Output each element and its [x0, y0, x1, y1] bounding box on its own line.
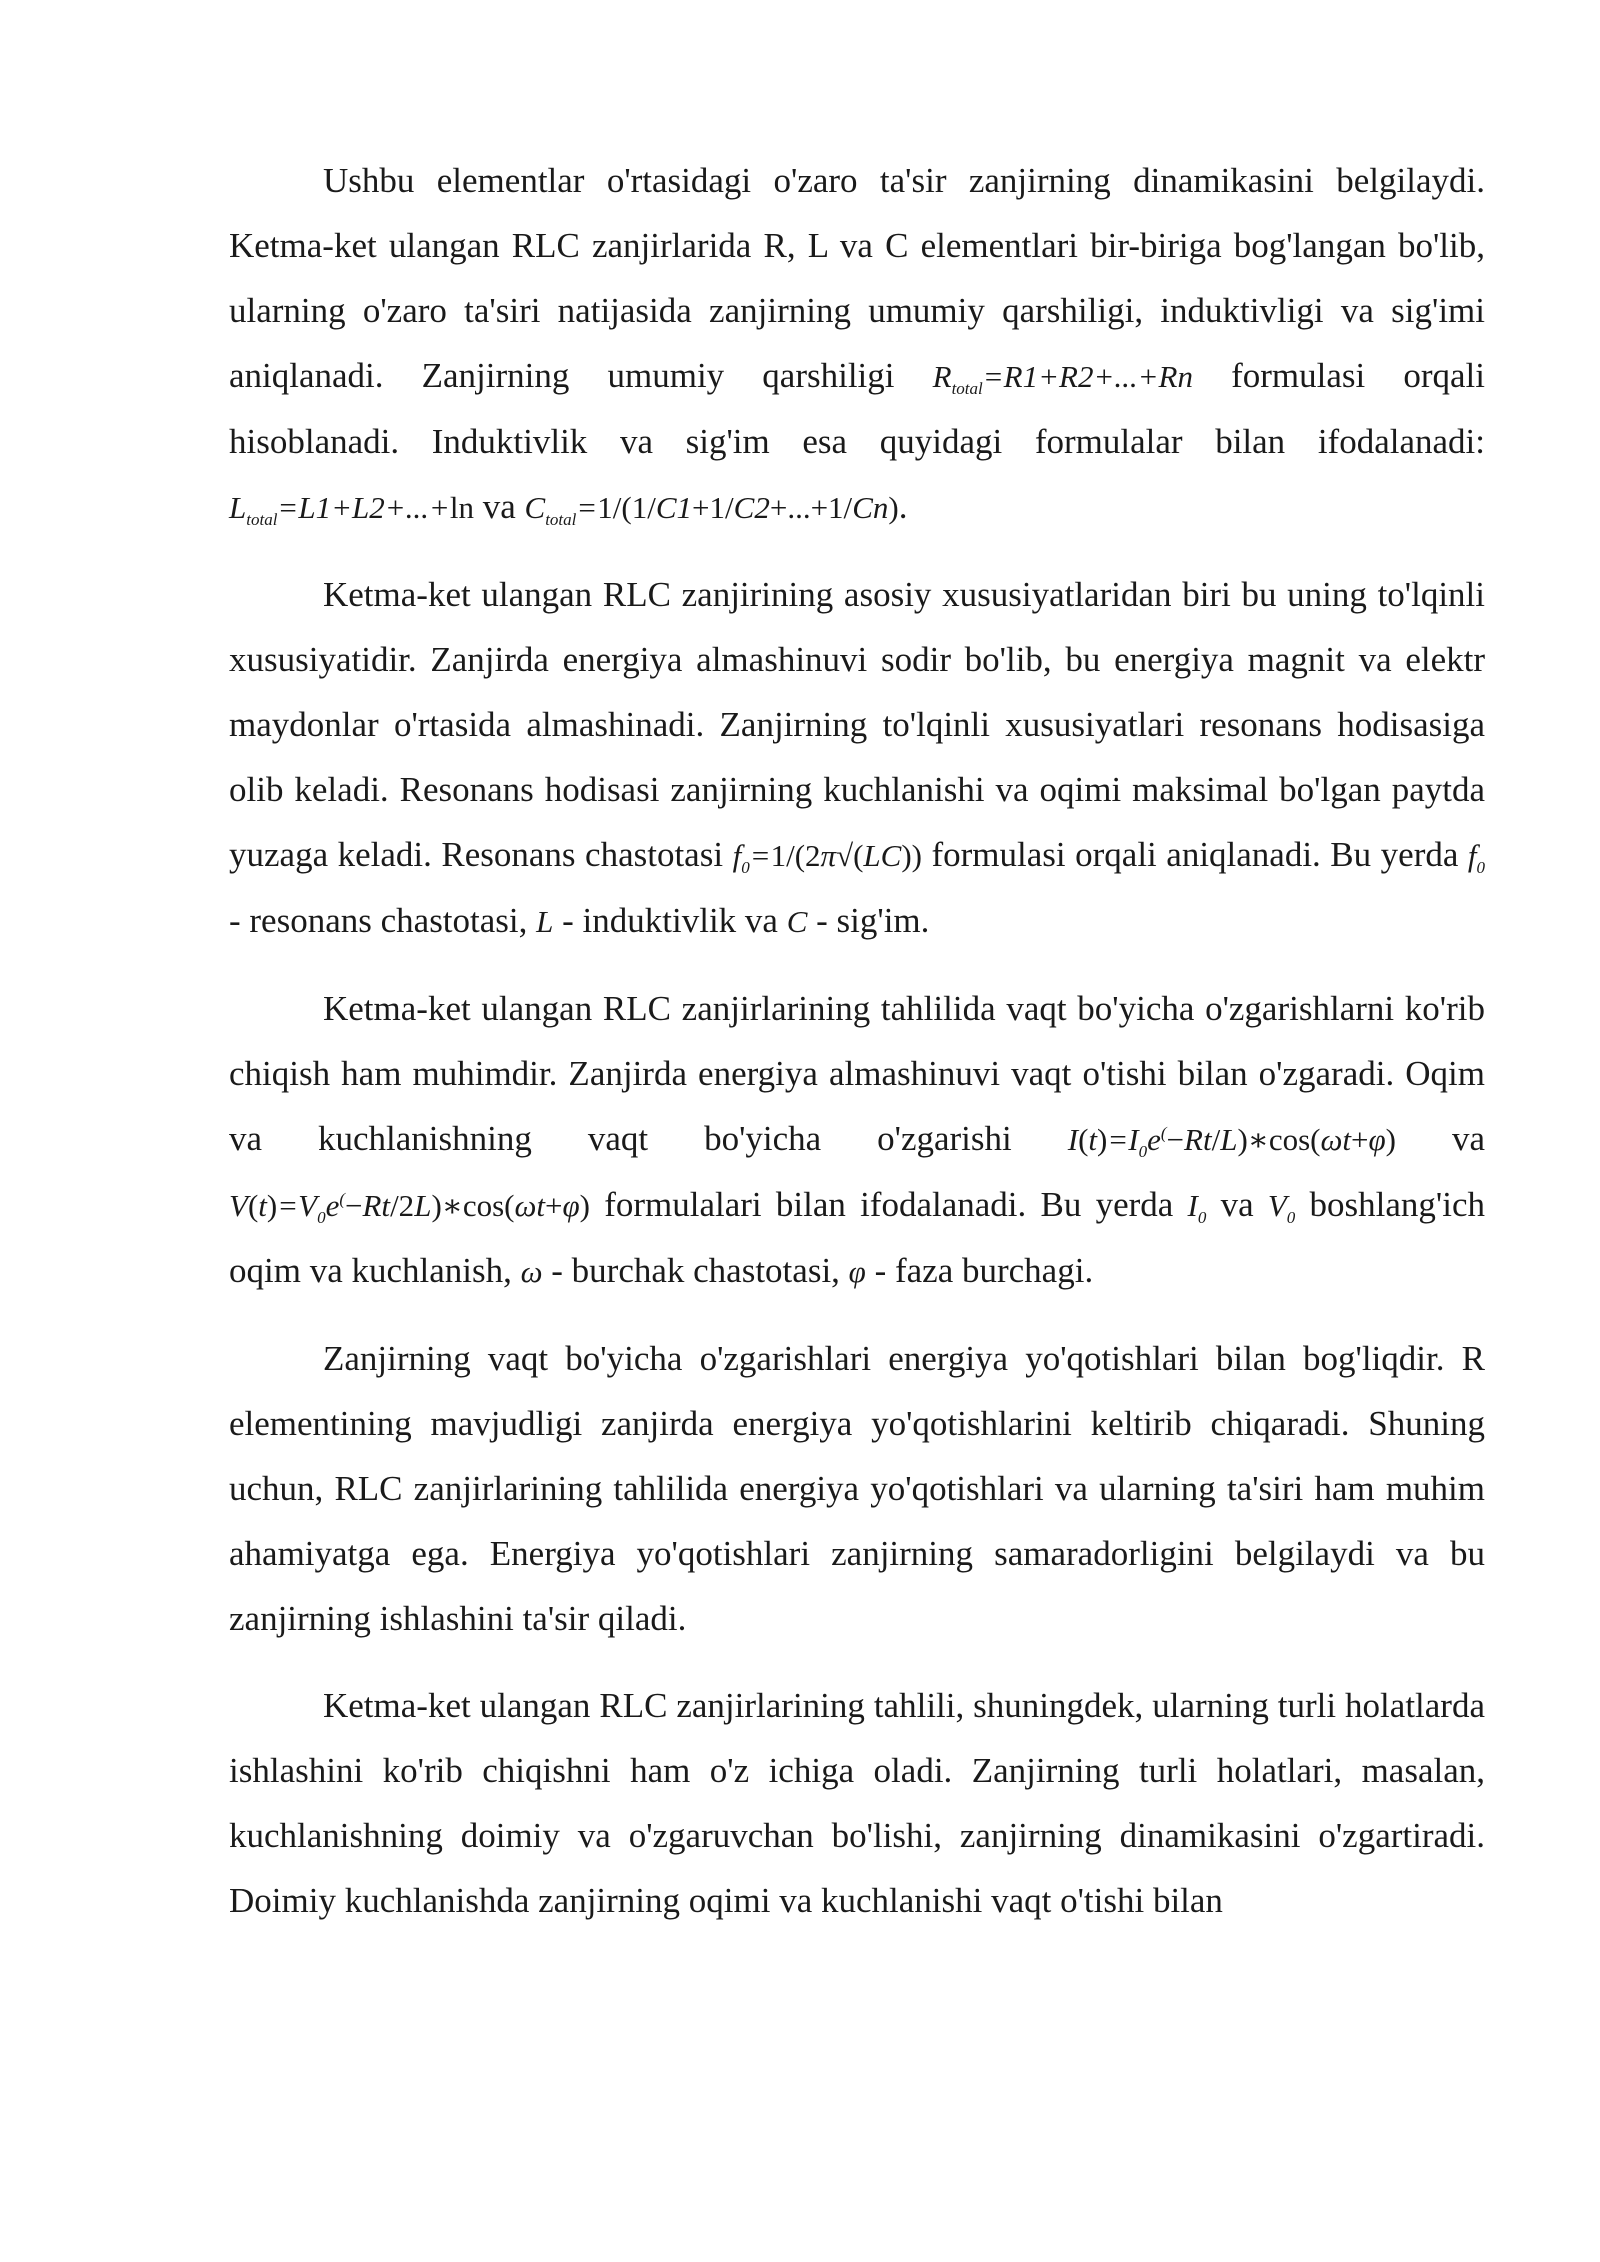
- math-formula: $I(t)=I_0e^(-Rt/L)∗\cos(\omega t+\varphi)$: [1067, 1122, 1396, 1162]
- paragraph-text: Zanjirning vaqt bo'yicha o'zgarishlari energiya yo'qotishlari bilan bog'liqdir. R elementining mavjudligi zanjirda energiya yo'qotishlarini keltirib chiqaradi. Shuning uchun, RLC zanjirlarining tahlilida energiya yo'qotishlari va ularning ta'siri ham muhim ahamiyatga ega. Energiya yo'qotishlari zanjirning samaradorligini belgilaydi va bu zanjirning ishlashini ta'sir qiladi.: [229, 1339, 1485, 1638]
- paragraph-5: [229, 1673, 1485, 1933]
- paragraph-text: - sig'im.: [807, 901, 930, 940]
- paragraph-text: Ushbu elementlar o'rtasidagi o'zaro ta'sir zanjirning dinamikasini belgilaydi. Ketma-ket ulangan RLC zanjirlarida R, L va C elementlari bir-biriga bog'langan bo'lib, ularning o'zaro ta'siri natijasida zanjirning umumiy qarshiligi, induktivligi va sig'imi aniqlanadi. Zanjirning umumiy qarshiligi: [229, 161, 1485, 395]
- math-formula: C: [786, 904, 808, 939]
- paragraph-text: formulasi orqali hisoblanadi. Induktivlik va sig'im esa quyidagi formulalar bilan ifodalanadi:: [229, 356, 1486, 461]
- paragraph-text: Ketma-ket ulangan RLC zanjirlarining tahlilida vaqt bo'yicha o'zgarishlarni ko'rib chiqish ham muhimdir. Zanjirda energiya almashinuvi vaqt o'tishi bilan o'zgaradi. Oqim va kuchlanishning vaqt bo'yicha o'zgarishi: [229, 989, 1485, 1158]
- document-page: [229, 148, 1485, 1933]
- paragraph-3: [229, 976, 1485, 1304]
- paragraph-2: [229, 562, 1485, 954]
- paragraph-text: va: [1206, 1185, 1268, 1224]
- paragraph-text: formulasi orqali aniqlanadi. Bu yerda: [922, 835, 1468, 874]
- math-formula: ω: [520, 1254, 543, 1289]
- paragraph-text: Ketma-ket ulangan RLC zanjirining asosiy xususiyatlaridan biri bu uning to'lqinli xususiyatidir. Zanjirda energiya almashinuvi sodir bo'lib, bu energiya magnit va elektr maydonlar o'rtasida almashinadi. Zanjirning to'lqinli xususiyatlari resonans hodisasiga olib keladi. Resonans hodisasi zanjirning kuchlanishi va oqimi maksimal bo'lgan paytda yuzaga keladi. Resonans chastotasi: [229, 575, 1485, 874]
- paragraph-text: - resonans chastotasi,: [229, 901, 537, 940]
- math-formula: φ: [848, 1254, 866, 1289]
- paragraph-text: va: [1395, 1119, 1485, 1158]
- paragraph-1: [229, 148, 1485, 540]
- paragraph-4: [229, 1326, 1485, 1651]
- math-formula: L: [536, 904, 554, 939]
- math-formula: $V(t)=V_0e^(-Rt/2L)∗\cos(\omega t+\varphi)$: [229, 1188, 590, 1228]
- math-formula: $V_0$: [1267, 1188, 1296, 1228]
- paragraph-text: - induktivlik va: [553, 901, 787, 940]
- math-formula: $f_0=1/(2\pi√(LC))$: [732, 838, 922, 878]
- paragraph-text: va: [473, 487, 525, 526]
- paragraph-text: - burchak chastotasi,: [542, 1251, 849, 1290]
- math-formula: $f_0$: [1467, 838, 1486, 878]
- math-formula: $L_{total}=L1+L2+...+\ln$: [229, 490, 474, 530]
- paragraph-text: - faza burchagi.: [865, 1251, 1094, 1290]
- paragraph-text: boshlang'ich oqim va kuchlanish,: [229, 1185, 1485, 1290]
- math-formula: $I_0$: [1187, 1188, 1207, 1228]
- math-formula: $R_{total}=R1+R2+...+Rn$: [932, 359, 1193, 399]
- math-formula: $C_{total}=1/(1/C1+1/C2+...+1/Cn)$: [524, 490, 899, 530]
- paragraph-text: .: [898, 487, 908, 526]
- paragraph-text: formulalari bilan ifodalanadi. Bu yerda: [589, 1185, 1188, 1224]
- paragraph-text: Ketma-ket ulangan RLC zanjirlarining tahlili, shuningdek, ularning turli holatlarda ishlashini ko'rib chiqishni ham o'z ichiga oladi. Zanjirning turli holatlari, masalan, kuchlanishning doimiy va o'zgaruvchan bo'lishi, zanjirning dinamikasini o'zgartiradi. Doimiy kuchlanishda zanjirning oqimi va kuchlanishi vaqt o'tishi bilan: [229, 1686, 1485, 1920]
